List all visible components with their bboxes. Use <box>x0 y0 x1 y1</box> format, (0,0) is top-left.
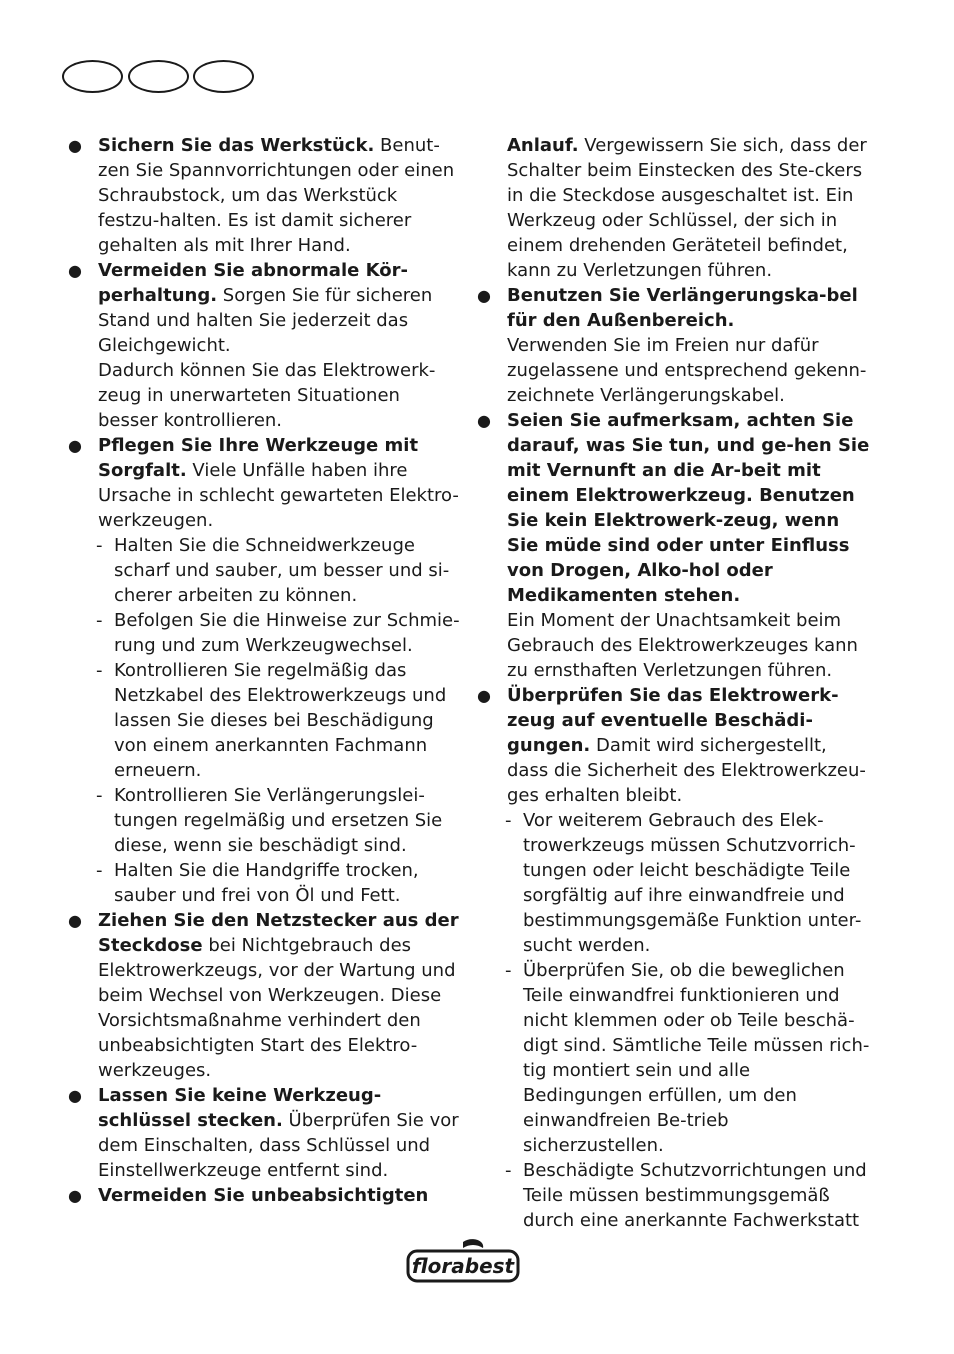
item-extra-text: Dadurch können Sie das Elektrowerk-zeug in unerwarteten Situationen besser kontrollieren. <box>98 360 436 431</box>
item-heading: Anlauf. <box>507 135 579 156</box>
language-oval-3 <box>193 60 254 93</box>
bullet-item <box>62 433 462 533</box>
item-heading: Seien Sie aufmerksam, achten Sie darauf, was Sie tun, und ge-hen Sie mit Vernunft an die Ar-beit mit einem Elektrowerkzeug. Benutzen Sie kein Elektrowerk-zeug, wenn Sie müde sind oder unter Einfluss von Drogen, Alko-hol oder Medikamenten stehen. <box>507 410 870 606</box>
logo-text: florabest <box>411 1254 515 1278</box>
leaf-icon <box>463 1239 483 1248</box>
sub-item <box>471 958 871 1158</box>
bullet-icon: ● <box>477 286 491 305</box>
sub-item <box>62 533 462 608</box>
item-text: Überprüfen Sie vor dem Einschalten, dass Schlüssel und Einstellwerkzeuge entfernt sind. <box>98 1110 459 1181</box>
item-heading: Vermeiden Sie unbeabsichtigten <box>98 1185 429 1206</box>
bullet-icon: ● <box>68 436 82 455</box>
item-heading: Überprüfen Sie das Elektrowerk-zeug auf eventuelle Beschädi-gungen. <box>507 685 839 756</box>
item-text: Halten Sie die Schneidwerkzeuge scharf und sauber, um besser und si-cherer arbeiten zu können. <box>114 535 450 606</box>
dash-icon: - <box>96 535 103 556</box>
sub-item <box>62 658 462 783</box>
bullet-item <box>471 408 871 683</box>
item-text: Damit wird sichergestellt, dass die Sicherheit des Elektrowerkzeu-ges erhalten bleibt. <box>507 735 866 806</box>
item-heading: Lassen Sie keine Werkzeug-schlüssel stecken. <box>98 1085 382 1131</box>
dash-icon: - <box>96 660 103 681</box>
bullet-icon: ● <box>68 261 82 280</box>
item-heading: Sichern Sie das Werkstück. <box>98 135 375 156</box>
item-extra-text: Ein Moment der Unachtsamkeit beim Gebrauch des Elektrowerkzeuges kann zu ernsthaften Verletzungen führen. <box>507 610 858 681</box>
item-text: Sorgen Sie für sicheren Stand und halten Sie jederzeit das Gleichgewicht. <box>98 285 433 356</box>
bullet-icon: ● <box>68 136 82 155</box>
bullet-icon: ● <box>68 1186 82 1205</box>
item-text: Vor weiterem Gebrauch des Elek-trowerkzeugs müssen Schutzvorrich-tungen oder leicht beschädigte Teile sorgfältig auf ihre einwandfreie und bestimmungsgemäße Funktion unter-sucht werden. <box>523 810 862 956</box>
item-text: Halten Sie die Handgriffe trocken, sauber und frei von Öl und Fett. <box>114 860 419 906</box>
bullet-icon: ● <box>477 686 491 705</box>
bullet-item <box>471 683 871 808</box>
bullet-item <box>62 908 462 1083</box>
dash-icon: - <box>96 610 103 631</box>
sub-item <box>471 808 871 958</box>
sub-item <box>62 608 462 658</box>
bullet-item <box>62 1183 462 1208</box>
sub-item <box>471 1158 871 1233</box>
item-text: Vergewissern Sie sich, dass der Schalter beim Einstecken des Ste-ckers in die Steckdose ausgeschaltet ist. Ein Werkzeug oder Schlüssel, der sich in einem drehenden Geräteteil befindet, kann zu Verletzungen führen. <box>507 135 867 281</box>
item-heading: Ziehen Sie den Netzstecker aus der Steckdose <box>98 910 459 956</box>
bullet-item <box>62 258 462 433</box>
bullet-item <box>62 1083 462 1183</box>
item-text: Kontrollieren Sie regelmäßig das Netzkabel des Elektrowerkzeugs und lassen Sie dieses bei Beschädigung von einem anerkannten Fachmann erneuern. <box>114 660 447 781</box>
language-oval-2 <box>128 60 189 93</box>
florabest-logo <box>405 1238 521 1284</box>
continued-item <box>471 133 871 283</box>
sub-item <box>62 858 462 908</box>
dash-icon: - <box>505 960 512 981</box>
dash-icon: - <box>96 785 103 806</box>
right-column <box>471 133 871 1233</box>
left-column <box>62 133 462 1208</box>
item-text: bei Nichtgebrauch des Elektrowerkzeugs, vor der Wartung und beim Wechsel von Werkzeugen. Diese Vorsichtsmaßnahme verhindert den unbeabsichtigten Start des Elektro-werkzeuges. <box>98 935 456 1081</box>
item-extra-text: Verwenden Sie im Freien nur dafür zugelassene und entsprechend gekenn-zeichnete Verlängerungskabel. <box>507 335 867 406</box>
item-text: Beschädigte Schutzvorrichtungen und Teile müssen bestimmungsgemäß durch eine anerkannte Fachwerkstatt <box>523 1160 867 1231</box>
bullet-item <box>62 133 462 258</box>
item-text: Befolgen Sie die Hinweise zur Schmie-rung und zum Werkzeugwechsel. <box>114 610 460 656</box>
item-heading: Benutzen Sie Verlängerungska-bel für den Außenbereich. <box>507 285 858 331</box>
dash-icon: - <box>505 1160 512 1181</box>
language-ovals <box>62 60 254 94</box>
dash-icon: - <box>96 860 103 881</box>
dash-icon: - <box>505 810 512 831</box>
bullet-item <box>471 283 871 408</box>
item-text: Benut-zen Sie Spannvorrichtungen oder einen Schraubstock, um das Werkstück festzu-halten. Es ist damit sicherer gehalten als mit Ihrer Hand. <box>98 135 455 256</box>
bullet-icon: ● <box>68 911 82 930</box>
item-heading: Pflegen Sie Ihre Werkzeuge mit Sorgfalt. <box>98 435 419 481</box>
item-text: Viele Unfälle haben ihre Ursache in schlecht gewarteten Elektro-werkzeugen. <box>98 460 459 531</box>
item-text: Überprüfen Sie, ob die beweglichen Teile einwandfrei funktionieren und nicht klemmen oder ob Teile beschä-digt sind. Sämtliche Teile müssen rich-tig montiert sein und alle Bedingungen erfüllen, um den einwandfreien Be-trieb sicherzustellen. <box>523 960 870 1156</box>
bullet-icon: ● <box>477 411 491 430</box>
item-text: Kontrollieren Sie Verlängerungslei-tungen regelmäßig und ersetzen Sie diese, wenn sie beschädigt sind. <box>114 785 443 856</box>
language-oval-1 <box>62 60 123 93</box>
item-heading: Vermeiden Sie abnormale Kör-perhaltung. <box>98 260 408 306</box>
sub-item <box>62 783 462 858</box>
bullet-icon: ● <box>68 1086 82 1105</box>
